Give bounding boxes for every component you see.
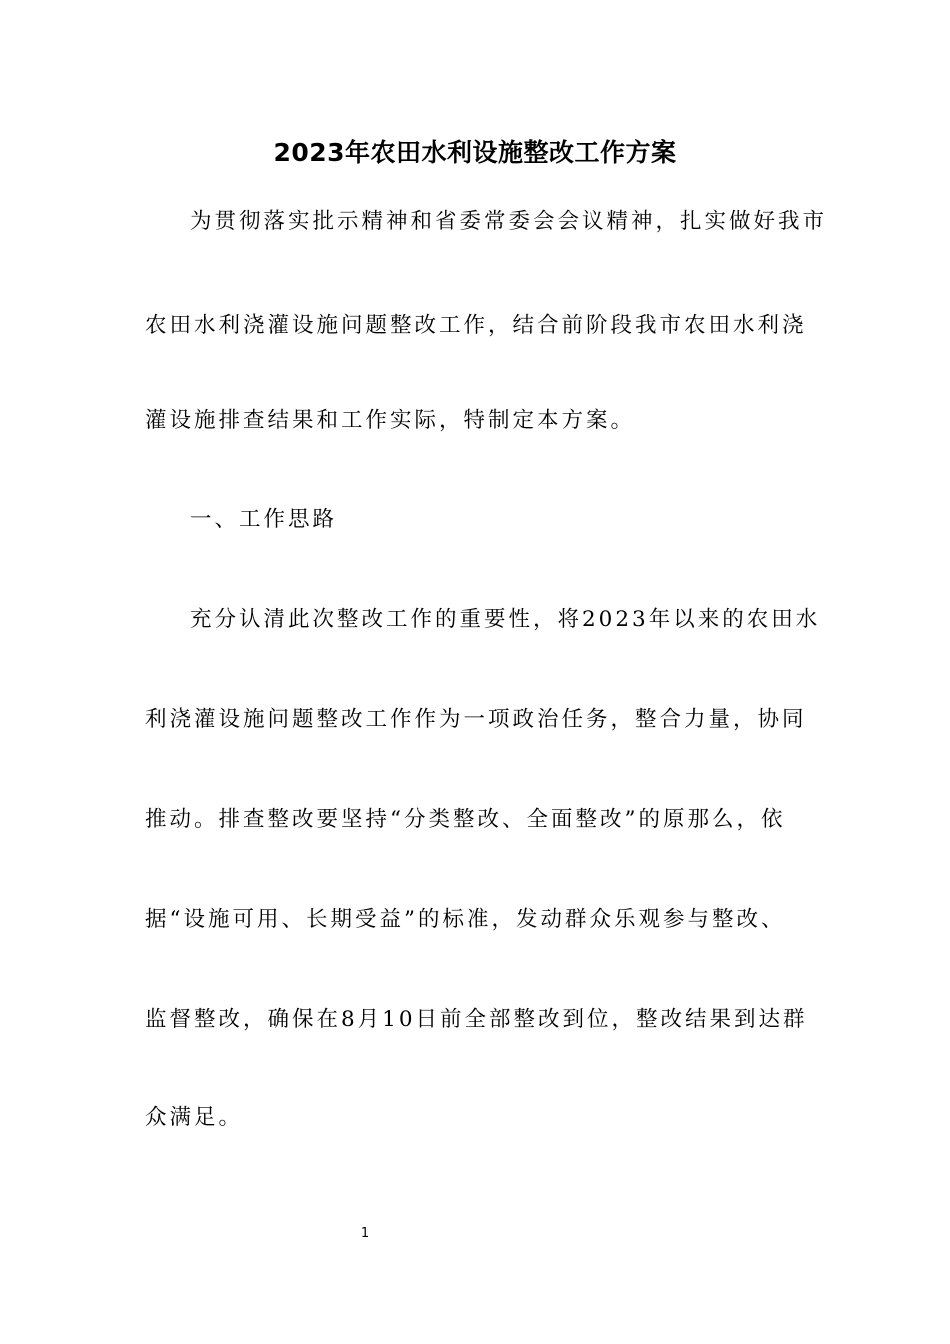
paragraph-line: 灌设施排查结果和工作实际，特制定本方案。 <box>145 408 636 433</box>
page-number: 1 <box>360 1226 370 1241</box>
paragraph-line: 监督整改，确保在8月10日前全部整改到位，整改结果到达群 <box>145 1007 808 1032</box>
paragraph-line: 利浇灌设施问题整改工作作为一项政治任务，整合力量，协同 <box>145 707 807 732</box>
paragraph-line: 为贯彻落实批示精神和省委常委会会议精神，扎实做好我市 <box>190 209 828 234</box>
paragraph-line: 众满足。 <box>145 1105 244 1130</box>
paragraph-line: 据“设施可用、长期受益”的标准，发动群众乐观参与整改、 <box>145 907 786 932</box>
paragraph-line: 推动。排查整改要坚持“分类整改、全面整改”的原那么，依 <box>145 807 786 832</box>
paragraph-line: 充分认清此次整改工作的重要性，将2023年以来的农田水 <box>190 607 821 632</box>
paragraph-line: 农田水利浇灌设施问题整改工作，结合前阶段我市农田水利浇 <box>145 313 807 338</box>
section-heading: 一、工作思路 <box>190 507 338 532</box>
document-title: 2023年农田水利设施整改工作方案 <box>273 138 677 167</box>
